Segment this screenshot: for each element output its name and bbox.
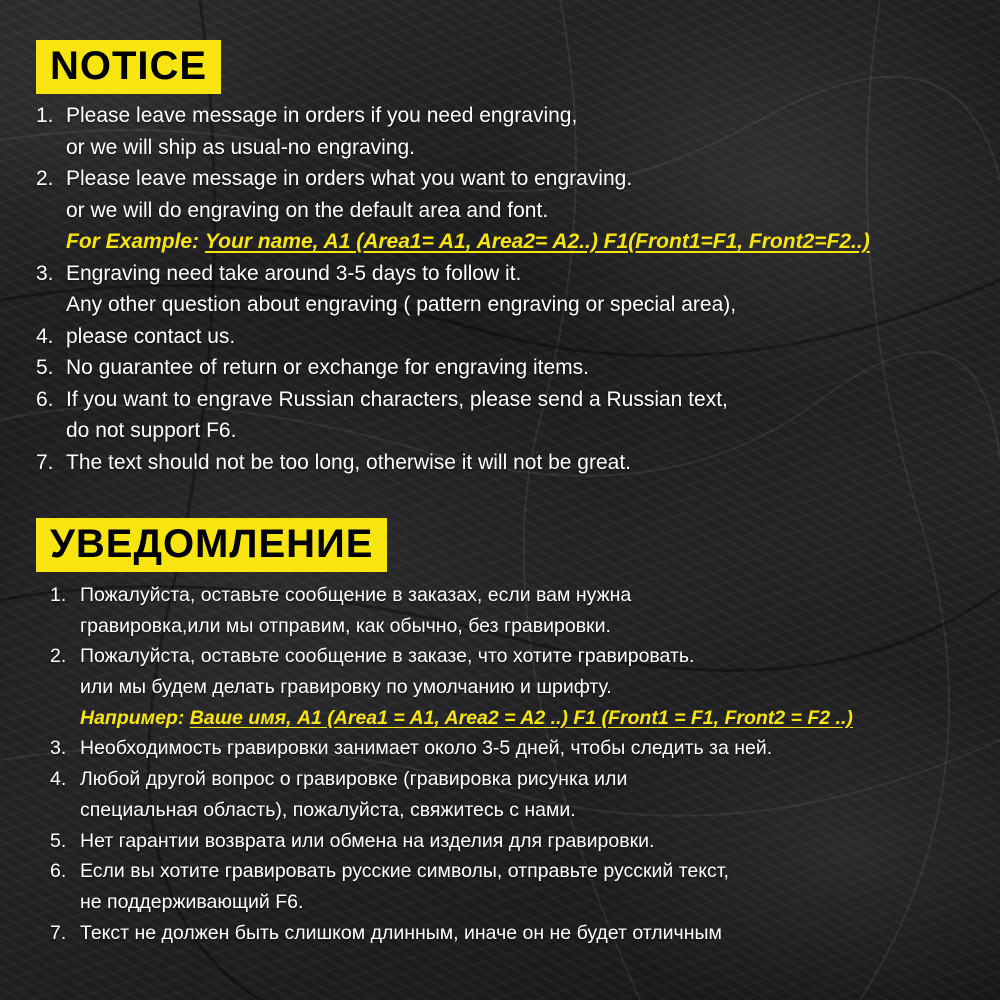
list-item: Any other question about engraving ( pattern engraving or special area),: [66, 293, 737, 316]
list-item: 7. The text should not be too long, otherwise it will not be great.: [36, 450, 632, 474]
example-line: [36, 226, 870, 258]
example-text: Ваше имя, A1 (Area1 = A1, Area2 = A2 ..) F1 (Front1 = F1, Front2 = F2 ..): [189, 706, 853, 729]
list-item: 1. Пожалуйста, оставьте сообщение в заказах, если вам нужна: [50, 584, 632, 606]
list-item: 5. Нет гарантии возврата или обмена на изделия для гравировки.: [50, 829, 655, 852]
example-label: For Example:: [66, 230, 200, 253]
list-item: или мы будем делать гравировку по умолчанию и шрифту.: [80, 676, 612, 699]
example-text: Your name, A1 (Area1= A1, Area2= A2..) F1(Front1=F1, Front2=F2..): [204, 230, 870, 253]
list-item: 6. If you want to engrave Russian characters, please send a Russian text,: [36, 387, 728, 411]
list-item: 4. please contact us.: [36, 324, 236, 348]
list-item: or we will do engraving on the default area and font.: [66, 198, 549, 222]
list-item: специальная область), пожалуйста, свяжитесь с нами.: [80, 798, 576, 821]
list-item: or we will ship as usual-no engraving.: [66, 135, 416, 159]
list-item: гравировка,или мы отправим, как обычно, без гравировки.: [80, 614, 611, 637]
notice-heading: NOTICE: [36, 40, 221, 94]
list-item: 5. No guarantee of return or exchange for engraving items.: [36, 356, 589, 379]
list-item: 4. Любой другой вопрос о гравировке (гравировка рисунка или: [50, 768, 628, 791]
list-item: 1. Please leave message in orders if you need engraving,: [36, 104, 578, 127]
notice-heading-russian: УВЕДОМЛЕНИЕ: [36, 518, 387, 572]
list-item: 2. Please leave message in orders what you want to engraving.: [36, 167, 633, 190]
list-item: do not support F6.: [66, 419, 237, 442]
list-item: 3. Необходимость гравировки занимает около 3-5 дней, чтобы следить за ней.: [50, 737, 773, 760]
list-item: 7. Текст не должен быть слишком длинным, иначе он не будет отличным: [50, 921, 722, 944]
example-line: [50, 703, 853, 734]
list-item: 3. Engraving need take around 3-5 days to follow it.: [36, 261, 522, 285]
list-item: 6. Если вы хотите гравировать русские символы, отправьте русский текст,: [50, 860, 729, 883]
notice-list-english: [36, 100, 870, 478]
list-item: 2. Пожалуйста, оставьте сообщение в заказе, что хотите гравировать.: [50, 645, 695, 668]
list-item: не поддерживающий F6.: [80, 890, 304, 913]
notice-list-russian: [50, 580, 853, 948]
example-label: Например:: [80, 706, 185, 729]
